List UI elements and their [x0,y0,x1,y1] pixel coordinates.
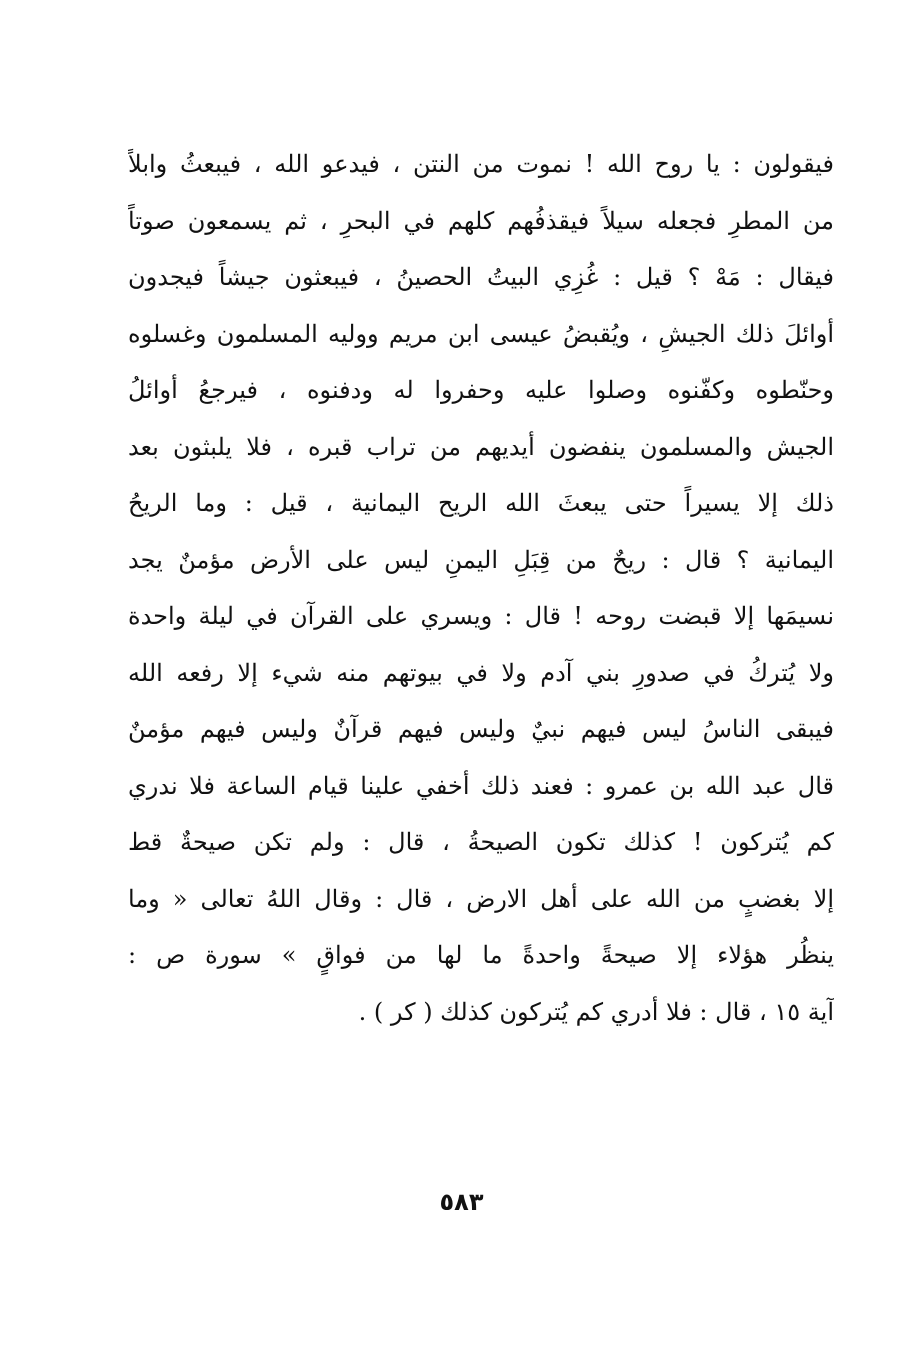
text-line: فيبقى الناسُ ليس فيهم نبيٌ وليس فيهم قرآنٌ وليس فيهم مؤمنٌ [128,715,834,743]
text-line: كم يُتركون ! كذلك تكون الصيحةُ ، قال : ولم تكن صيحةٌ قط [128,828,834,856]
text-line: وحنّطوه وكفّنوه وصلوا عليه وحفروا له ودفنوه ، فيرجعُ أوائلُ [128,376,834,404]
page-number: ٥٨٣ [439,1188,484,1216]
text-line: فيقال : مَهْ ؟ قيل : غُزِي البيتُ الحصينُ ، فيبعثون جيشاً فيجدون [128,263,834,291]
text-line: نسيمَها إلا قبضت روحه ! قال : ويسري على القرآن في ليلة واحدة [128,602,834,630]
text-line: آية ١٥ ، قال : فلا أدري كم يُتركون كذلك ( كر ) . [358,997,834,1026]
text-line: فيقولون : يا روح الله ! نموت من النتن ، فيدعو الله ، فيبعثُ وابلاً [128,150,834,178]
arabic-text-block [128,136,834,1040]
text-line: من المطرِ فجعله سيلاً فيقذفُهم كلهم في البحرِ ، ثم يسمعون صوتاً [128,206,834,235]
text-line: أوائلَ ذلك الجيشِ ، ويُقبضُ عيسى ابن مريم ووليه المسلمون وغسلوه [128,319,834,348]
text-line: ذلك إلا يسيراً حتى يبعثَ الله الريح اليمانية ، قيل : وما الريحُ [128,489,834,517]
text-line: ينظُر هؤلاء إلا صيحةً واحدةً ما لها من فواقٍ » سورة ص : [128,941,834,969]
text-line: إلا بغضبٍ من الله على أهل الارض ، قال : وقال اللهُ تعالى « وما [128,884,834,913]
text-line: قال عبد الله بن عمرو : فعند ذلك أخفي علينا قيام الساعة فلا ندري [128,771,834,800]
text-line: الجيش والمسلمون ينفضون أيديهم من تراب قبره ، فلا يلبثون بعد [128,432,834,461]
text-line: ولا يُتركُ في صدورِ بني آدم ولا في بيوتهم منه شيء إلا رفعه الله [128,658,834,687]
text-line: اليمانية ؟ قال : ريحٌ من قِبَلِ اليمنِ ليس على الأرض مؤمنٌ يجد [128,545,834,574]
